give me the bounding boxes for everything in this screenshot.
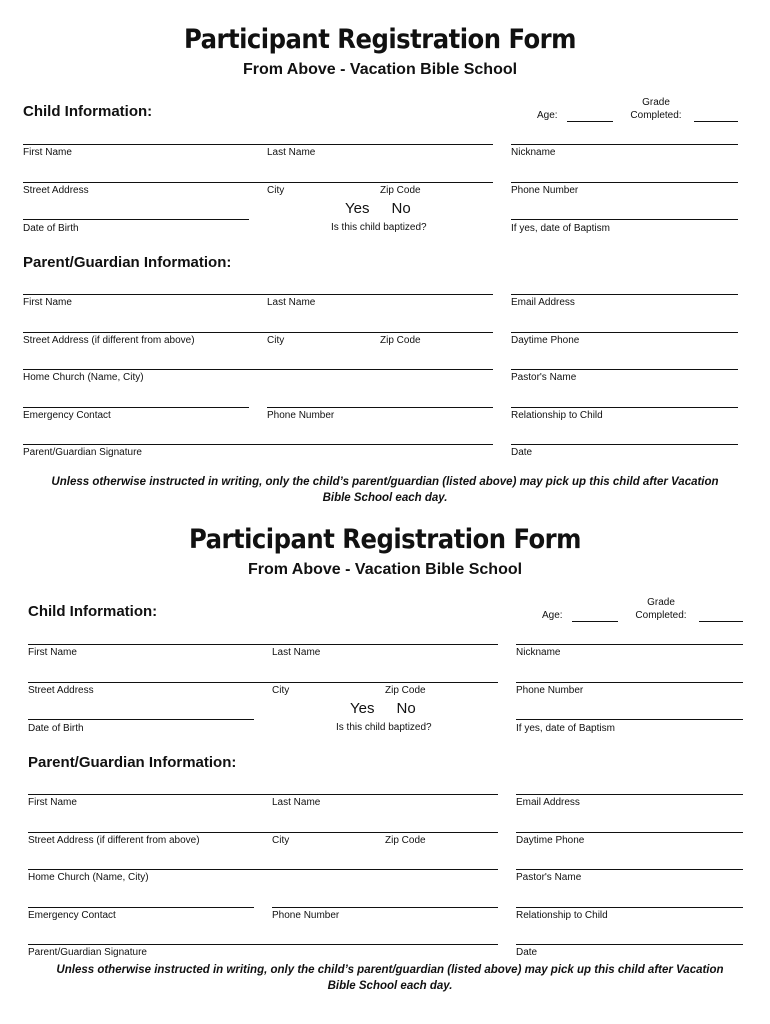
signature-date-label: Date: [516, 947, 538, 958]
grade-completed-field[interactable]: [699, 621, 743, 622]
child-city-label: City: [267, 185, 285, 196]
child-baptism-date-label: If yes, date of Baptism: [516, 723, 615, 734]
baptized-yes-option[interactable]: Yes: [345, 200, 370, 217]
parent-daytime-phone-field[interactable]: [516, 832, 743, 854]
parent-zip-code-field[interactable]: [380, 332, 493, 354]
form-subtitle: From Above - Vacation Bible School: [247, 561, 523, 578]
child-nickname-field[interactable]: [511, 144, 738, 166]
parent-city-field[interactable]: [267, 332, 367, 354]
child-baptism-date-label: If yes, date of Baptism: [511, 223, 610, 234]
relationship-field[interactable]: [516, 907, 743, 929]
baptized-options: [350, 700, 438, 717]
parent-first-name-label: First Name: [28, 797, 77, 808]
grade-completed-field[interactable]: [694, 121, 738, 122]
child-nickname-label: Nickname: [516, 647, 561, 658]
child-nickname-field[interactable]: [516, 644, 743, 666]
pastor-name-label: Pastor's Name: [511, 372, 577, 383]
relationship-field[interactable]: [511, 407, 738, 429]
child-street-address-label: Street Address: [23, 185, 89, 196]
emergency-phone-field[interactable]: [267, 407, 493, 429]
child-last-name-label: Last Name: [267, 147, 316, 158]
form-subtitle: From Above - Vacation Bible School: [242, 61, 518, 78]
baptized-yes-option[interactable]: Yes: [350, 700, 375, 717]
child-phone-number-field[interactable]: [516, 682, 743, 704]
signature-field[interactable]: [23, 444, 493, 466]
signature-label: Parent/Guardian Signature: [28, 947, 147, 958]
child-date-of-birth-label: Date of Birth: [28, 723, 84, 734]
relationship-label: Relationship to Child: [516, 910, 608, 921]
child-phone-number-label: Phone Number: [511, 185, 579, 196]
parent-daytime-phone-field[interactable]: [511, 332, 738, 354]
pickup-notice: Unless otherwise instructed in writing, only the child’s parent/guardian (listed above) may pick up this child after Vacation Bible School each day.: [56, 964, 724, 992]
emergency-contact-field[interactable]: [28, 907, 254, 929]
registration-form-copy-2: [5, 500, 770, 1000]
parent-email-label: Email Address: [511, 297, 575, 308]
child-date-of-birth-field[interactable]: [23, 219, 249, 241]
child-date-of-birth-label: Date of Birth: [23, 223, 79, 234]
parent-city-label: City: [272, 835, 290, 846]
home-church-label: Home Church (Name, City): [28, 872, 149, 883]
child-phone-number-label: Phone Number: [516, 685, 584, 696]
child-phone-number-field[interactable]: [511, 182, 738, 204]
pickup-notice: Unless otherwise instructed in writing, only the child’s parent/guardian (listed above) may pick up this child after Vacation Bible School each day.: [51, 476, 719, 504]
parent-email-label: Email Address: [516, 797, 580, 808]
child-street-address-label: Street Address: [28, 685, 94, 696]
age-field[interactable]: [567, 121, 613, 122]
child-last-name-field[interactable]: [272, 644, 498, 666]
parent-last-name-label: Last Name: [272, 797, 321, 808]
emergency-phone-label: Phone Number: [272, 910, 340, 921]
parent-daytime-phone-label: Daytime Phone: [511, 335, 580, 346]
child-first-name-label: First Name: [28, 647, 77, 658]
emergency-phone-label: Phone Number: [267, 410, 335, 421]
home-church-label: Home Church (Name, City): [23, 372, 144, 383]
parent-zip-code-label: Zip Code: [380, 335, 421, 346]
child-last-name-label: Last Name: [272, 647, 321, 658]
baptized-no-option[interactable]: No: [391, 200, 411, 217]
home-church-field[interactable]: [28, 869, 498, 891]
pastor-name-field[interactable]: [511, 369, 738, 391]
signature-label: Parent/Guardian Signature: [23, 447, 142, 458]
child-baptism-date-field[interactable]: [511, 219, 738, 241]
age-label: Age:: [537, 110, 558, 121]
child-nickname-label: Nickname: [511, 147, 556, 158]
parent-last-name-field[interactable]: [272, 794, 498, 816]
registration-form-copy-1: [0, 0, 770, 504]
parent-daytime-phone-label: Daytime Phone: [516, 835, 585, 846]
age-label: Age:: [542, 610, 563, 621]
child-city-label: City: [272, 685, 290, 696]
form-title: Participant Registration Form: [184, 24, 576, 55]
emergency-contact-label: Emergency Contact: [28, 910, 116, 921]
baptized-no-option[interactable]: No: [396, 700, 416, 717]
emergency-contact-field[interactable]: [23, 407, 249, 429]
baptized-question: Is this child baptized?: [331, 222, 427, 233]
parent-street-address-label: Street Address (if different from above): [28, 835, 200, 846]
child-info-heading: Child Information:: [23, 103, 153, 120]
parent-street-address-label: Street Address (if different from above): [23, 335, 195, 346]
home-church-field[interactable]: [23, 369, 493, 391]
baptized-question: Is this child baptized?: [336, 722, 432, 733]
child-date-of-birth-field[interactable]: [28, 719, 254, 741]
parent-email-field[interactable]: [511, 294, 738, 316]
parent-info-heading: Parent/Guardian Information:: [23, 254, 232, 271]
pastor-name-field[interactable]: [516, 869, 743, 891]
parent-zip-code-label: Zip Code: [385, 835, 426, 846]
relationship-label: Relationship to Child: [511, 410, 603, 421]
parent-last-name-label: Last Name: [267, 297, 316, 308]
parent-info-heading: Parent/Guardian Information:: [28, 754, 237, 771]
child-zip-code-label: Zip Code: [380, 185, 421, 196]
form-title: Participant Registration Form: [189, 524, 581, 555]
parent-zip-code-field[interactable]: [385, 832, 498, 854]
parent-first-name-label: First Name: [23, 297, 72, 308]
parent-city-label: City: [267, 335, 285, 346]
baptized-options: [345, 200, 433, 217]
child-info-heading: Child Information:: [28, 603, 158, 620]
child-first-name-label: First Name: [23, 147, 72, 158]
pastor-name-label: Pastor's Name: [516, 872, 582, 883]
signature-date-label: Date: [511, 447, 533, 458]
parent-last-name-field[interactable]: [267, 294, 493, 316]
parent-email-field[interactable]: [516, 794, 743, 816]
child-baptism-date-field[interactable]: [516, 719, 743, 741]
grade-completed-label: Grade Completed:: [635, 597, 687, 621]
signature-date-field[interactable]: [511, 444, 738, 466]
child-zip-code-label: Zip Code: [385, 685, 426, 696]
grade-completed-label: Grade Completed:: [630, 97, 682, 121]
emergency-contact-label: Emergency Contact: [23, 410, 111, 421]
age-field[interactable]: [572, 621, 618, 622]
parent-city-field[interactable]: [272, 832, 372, 854]
child-last-name-field[interactable]: [267, 144, 493, 166]
emergency-phone-field[interactable]: [272, 907, 498, 929]
